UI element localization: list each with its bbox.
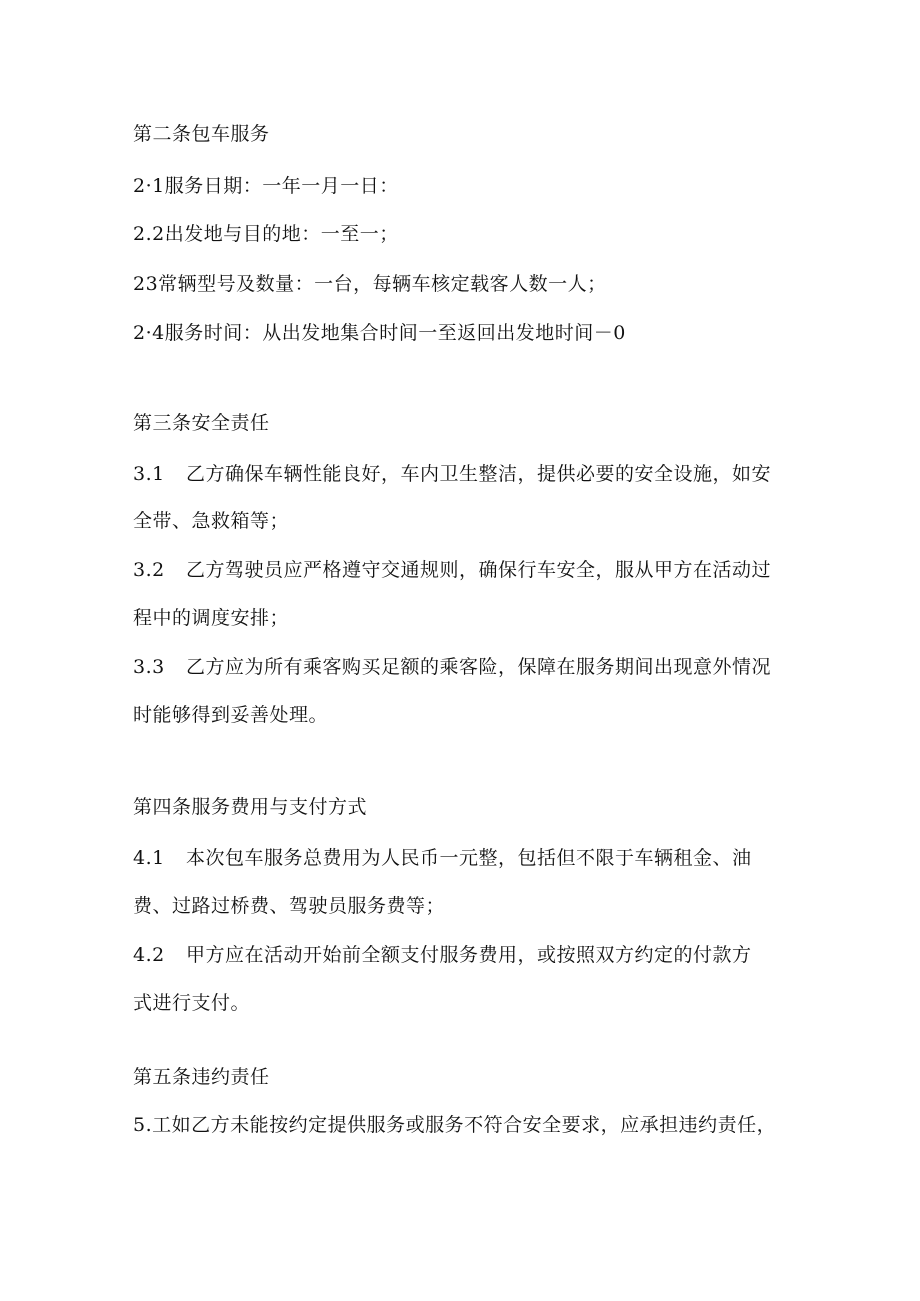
clause-line [133,558,771,582]
clause-continuation: 时能够得到妥善处理。 [133,704,329,726]
clause-line: 23常辆型号及数量：一台，每辆车核定载客人数一人； [133,273,607,295]
section-heading: 第五条违约责任 [133,1066,270,1088]
section-heading: 第三条安全责任 [133,412,270,434]
clause-continuation: 式进行支付。 [133,992,251,1014]
clause-line: 5.工如乙方未能按约定提供服务或服务不符合安全要求，应承担违约责任， [133,1114,777,1136]
clause-line: 2·1服务日期：一年一月一日： [133,175,399,197]
clause-text: 乙方驾驶员应严格遵守交通规则，确保行车安全，服从甲方在活动过 [186,559,772,581]
clause-line: 2·4服务时间：从出发地集合时间一至返回出发地时间－0 [133,322,626,344]
section-heading: 第二条包车服务 [133,123,270,145]
clause-line: 2.2出发地与目的地：一至一； [133,223,399,245]
clause-text: 甲方应在活动开始前全额支付服务费用，或按照双方约定的付款方 [186,944,752,966]
clause-continuation: 程中的调度安排； [133,607,290,629]
clause-number: 4.1 [133,847,165,869]
clause-line [133,846,752,870]
clause-continuation: 全带、急救箱等； [133,510,290,532]
clause-number: 3.3 [133,656,165,678]
clause-line [133,943,752,967]
clause-line [133,655,771,679]
clause-number: 3.1 [133,463,165,485]
clause-number: 3.2 [133,559,165,581]
clause-text: 本次包车服务总费用为人民币一元整，包括但不限于车辆租金、油 [186,847,752,869]
clause-text: 乙方确保车辆性能良好，车内卫生整洁，提供必要的安全设施，如安 [186,463,772,485]
clause-continuation: 费、过路过桥费、驾驶员服务费等； [133,895,446,917]
section-heading: 第四条服务费用与支付方式 [133,796,368,818]
clause-line [133,462,771,486]
clause-text: 乙方应为所有乘客购买足额的乘客险，保障在服务期间出现意外情况 [186,656,772,678]
clause-number: 4.2 [133,944,165,966]
